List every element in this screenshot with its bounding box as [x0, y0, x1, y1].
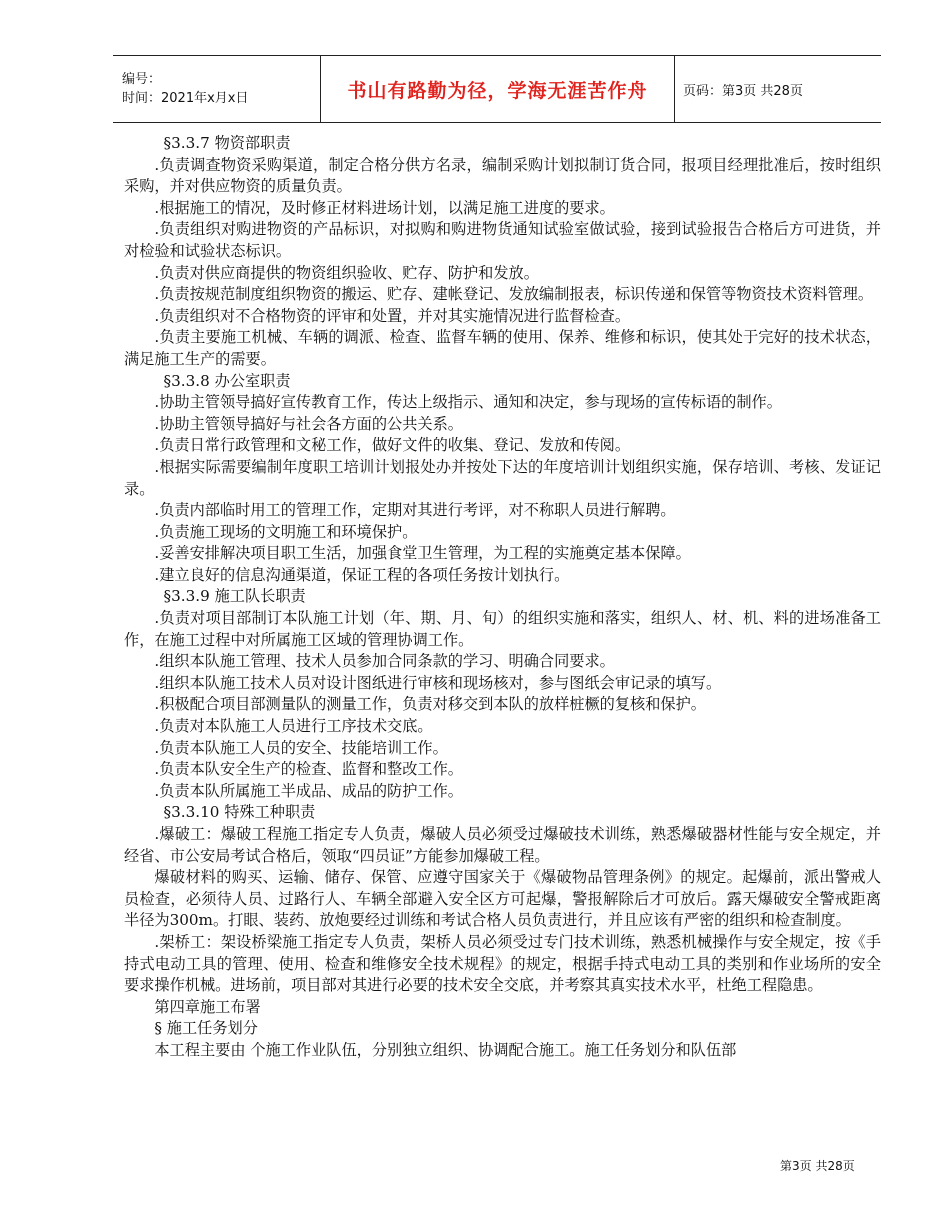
body-paragraph: .协助主管领导搞好与社会各方面的公共关系。 [154, 414, 463, 433]
header-page-number: 页码：第3页 共28页 [683, 83, 803, 99]
body-paragraph: .负责对供应商提供的物资组织验收、贮存、防护和发放。 [154, 263, 539, 282]
document-number-label: 编号： [122, 72, 162, 87]
body-paragraph: .妥善安排解决项目职工生活，加强食堂卫生管理，为工程的实施奠定基本保障。 [154, 544, 691, 563]
page-footer-number: 第3页 共28页 [780, 1159, 855, 1173]
body-paragraph: .负责组织对购进物资的产品标识，对拟购和购进物货通知试验室做试验，接到试验报告合格后方可进货，并对检验和试验状态标识。 [124, 220, 881, 260]
body-paragraph: .负责本队施工人员的安全、技能培训工作。 [154, 738, 448, 757]
section-heading: §3.3.8 办公室职责 [163, 371, 291, 390]
chapter-heading: 第四章施工布署 [154, 997, 261, 1016]
body-paragraph: .负责组织对不合格物资的评审和处置，并对其实施情况进行监督检查。 [154, 306, 631, 325]
section-heading: § 施工任务划分 [154, 1019, 258, 1038]
body-paragraph: .负责本队安全生产的检查、监督和整改工作。 [154, 760, 463, 779]
body-paragraph: .负责内部临时用工的管理工作，定期对其进行考评，对不称职人员进行解聘。 [154, 501, 676, 520]
header-page-cell [675, 56, 803, 122]
body-paragraph: .负责按规范制度组织物资的搬运、贮存、建帐登记、发放编制报表，标识传递和保管等物资技术资料管理。 [154, 285, 874, 304]
header-motto-cell [320, 56, 675, 122]
body-paragraph: .根据施工的情况，及时修正材料进场计划，以满足施工进度的要求。 [154, 198, 615, 217]
body-paragraph: 本工程主要由 个施工作业队伍，分别独立组织、协调配合施工。施工任务划分和队伍部 [154, 1040, 737, 1059]
body-paragraph: .爆破工：爆破工程施工指定专人负责，爆破人员必须受过爆破技术训练，熟悉爆破器材性能与安全规定，并经省、市公安局考试合格后，领取“四员证”方能参加爆破工程。 [124, 825, 881, 865]
body-paragraph: .组织本队施工技术人员对设计图纸进行审核和现场核对，参与图纸会审记录的填写。 [154, 673, 722, 692]
body-paragraph: .负责施工现场的文明施工和环境保护。 [154, 522, 418, 541]
body-paragraph: .组织本队施工管理、技术人员参加合同条款的学习、明确合同要求。 [154, 652, 615, 671]
section-heading: §3.3.10 特殊工种职责 [163, 803, 316, 822]
section-heading: §3.3.9 施工队长职责 [163, 587, 306, 606]
body-paragraph: .负责主要施工机械、车辆的调派、检查、监督车辆的使用、保养、维修和标识，使其处于完好的技术状态，满足施工生产的需要。 [124, 328, 881, 368]
body-paragraph: .负责对本队施工人员进行工序技术交底。 [154, 717, 433, 736]
document-date: 时间：2021年x月x日 [122, 91, 249, 106]
header-meta [113, 56, 320, 122]
body-paragraph: .负责调查物资采购渠道，制定合格分供方名录，编制采购计划拟制订货合同，报项目经理批准后，按时组织采购，并对供应物资的质量负责。 [124, 155, 881, 196]
body-paragraph: .架桥工：架设桥梁施工指定专人负责，架桥人员必须受过专门技术训练，熟悉机械操作与安全规定，按《手持式电动工具的管理、使用、检查和维修安全技术规程》的规定，根据手持式电动工具的类别和作业场所的安全要求操作机械。进场前，项目部对其进行必要的技术安全交底，并考察其真实技术水平，杜绝工程隐患。 [124, 932, 881, 995]
section-heading: §3.3.7 物资部职责 [163, 134, 291, 152]
body-paragraph: .建立良好的信息沟通渠道，保证工程的各项任务按计划执行。 [154, 565, 570, 584]
header-motto: 书山有路勤为径，学海无涯苦作舟 [347, 79, 648, 102]
page-header [113, 55, 881, 123]
body-paragraph: .根据实际需要编制年度职工培训计划报处办并按处下达的年度培训计划组织实施，保存培训、考核、发证记录。 [124, 457, 881, 498]
body-paragraph: .协助主管领导搞好宣传教育工作，传达上级指示、通知和决定，参与现场的宣传标语的制作。 [154, 393, 782, 412]
body-paragraph: .负责日常行政管理和文秘工作，做好文件的收集、登记、发放和传阅。 [154, 436, 631, 455]
body-paragraph: .负责本队所属施工半成品、成品的防护工作。 [154, 781, 463, 800]
document-body [124, 133, 881, 1062]
body-paragraph: 爆破材料的购买、运输、储存、保管、应遵守国家关于《爆破物品管理条例》的规定。起爆前，派出警戒人员检查，必须待人员、过路行人、车辆全部避入安全区方可起爆，警报解除后才可放后。露天爆破安全警戒距离半径为300m。打眼、装药、放炮要经过训练和考试合格人员负责进行，并且应该有严密的组织和检查制度。 [124, 868, 881, 930]
body-paragraph: .积极配合项目部测量队的测量工作，负责对移交到本队的放样桩橛的复核和保护。 [154, 695, 706, 714]
body-paragraph: .负责对项目部制订本队施工计划（年、期、月、旬）的组织实施和落实，组织人、材、机、料的进场准备工作，在施工过程中对所属施工区域的管理协调工作。 [124, 609, 881, 649]
